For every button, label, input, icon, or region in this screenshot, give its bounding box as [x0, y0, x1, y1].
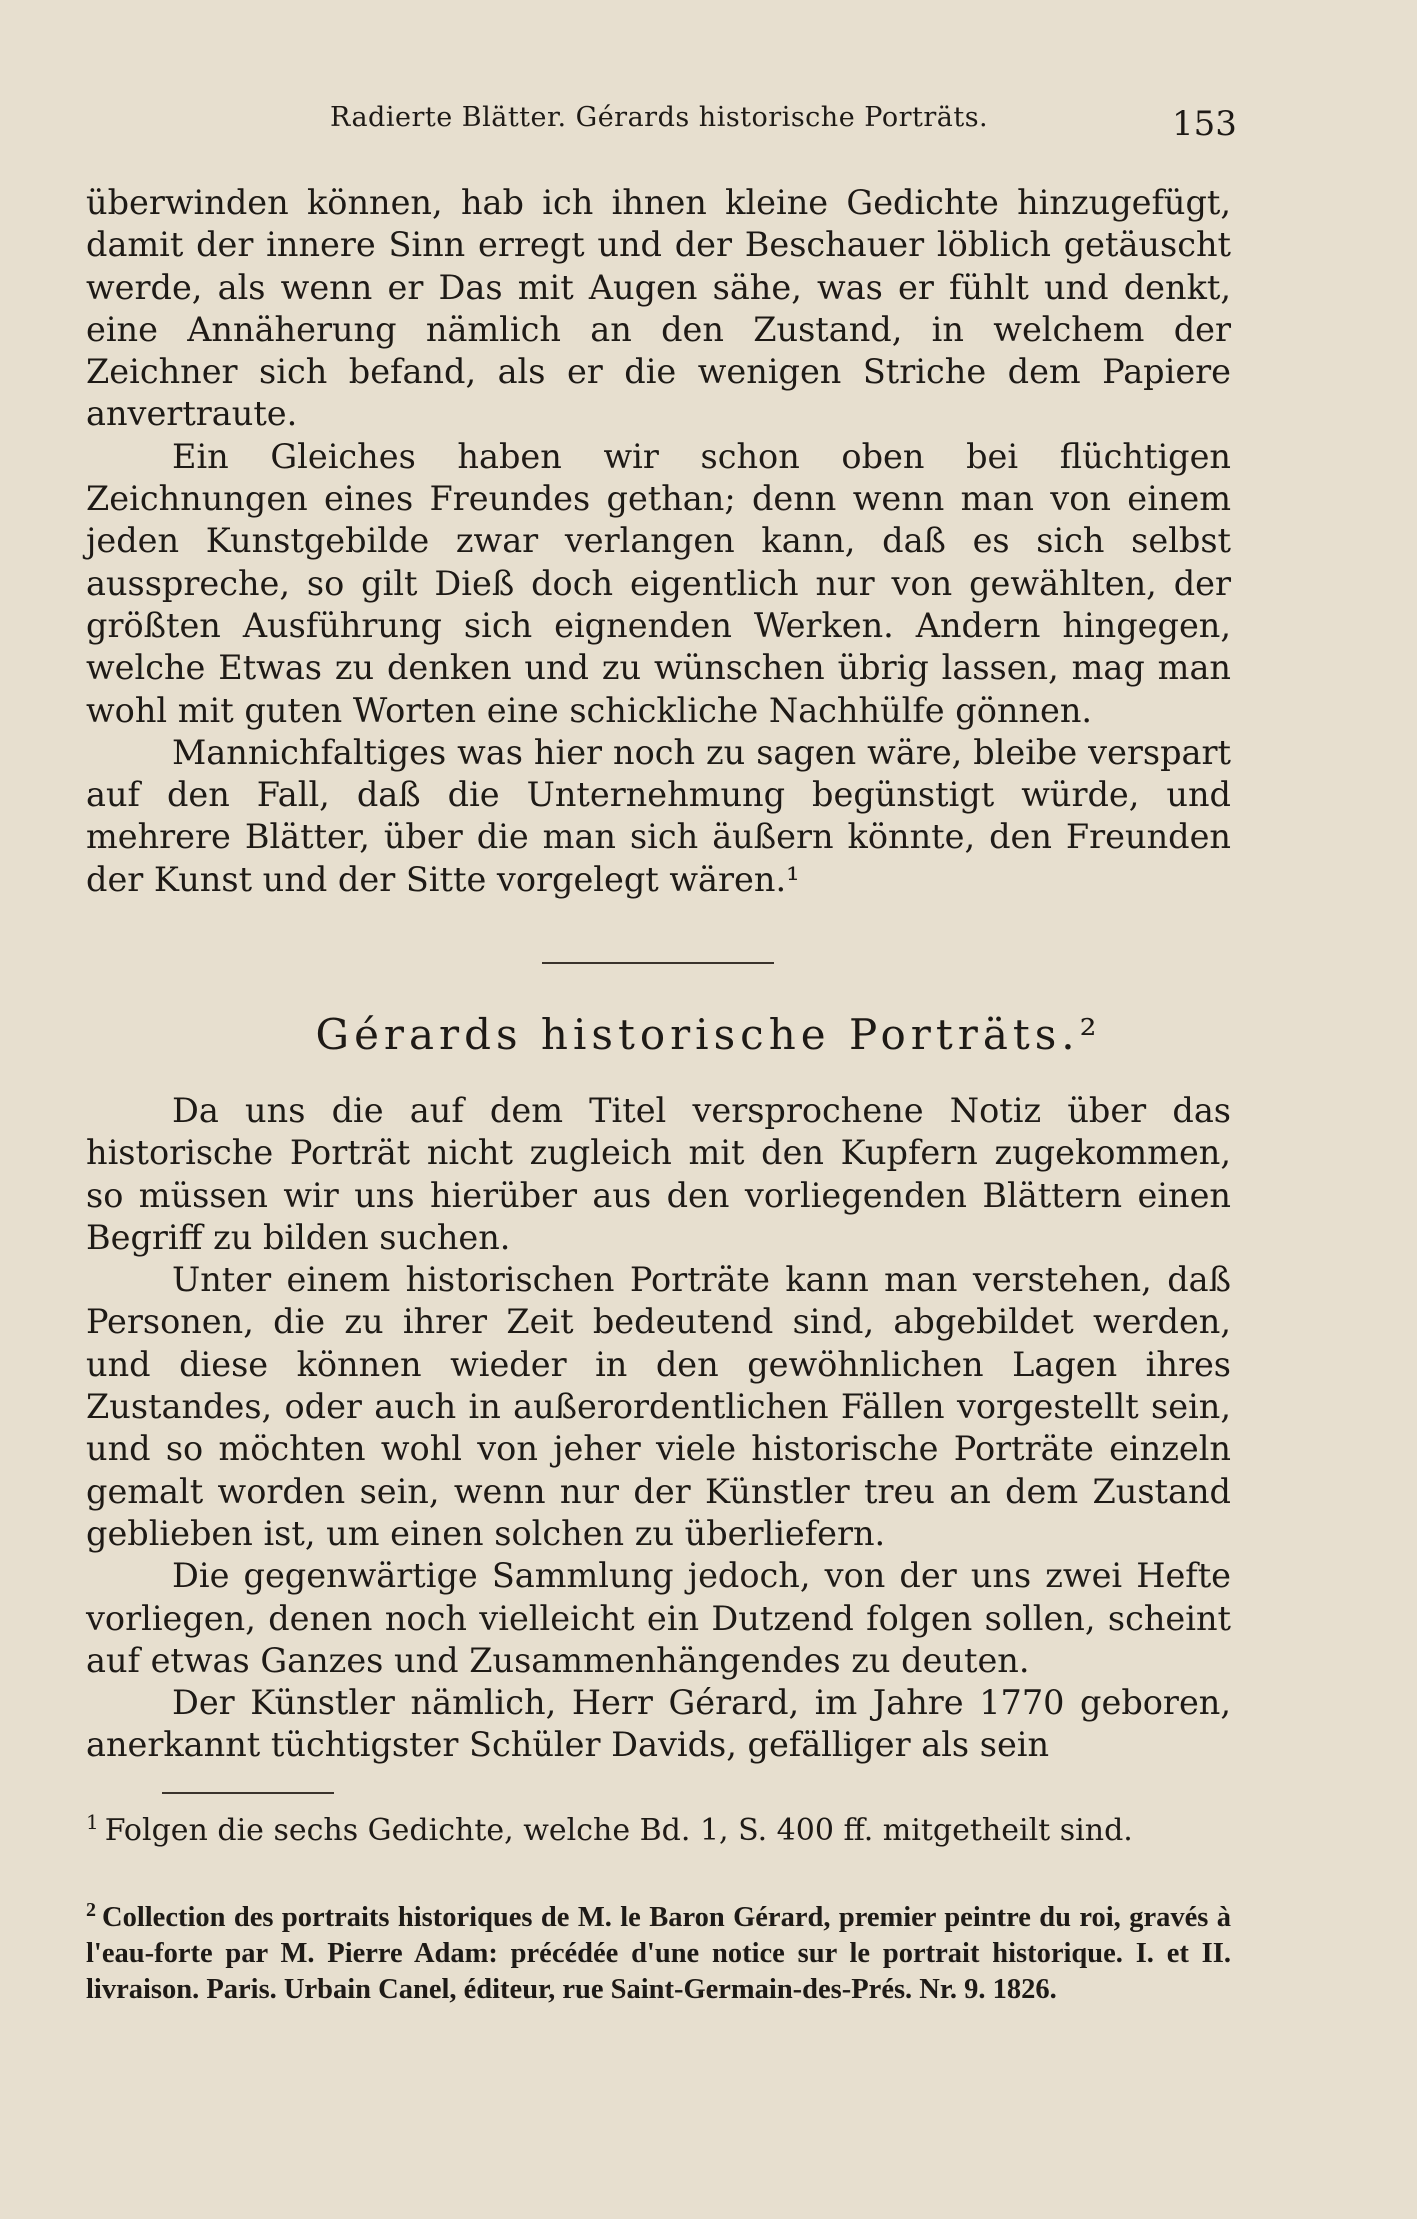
section-title: Gérards historische Porträts.² [315, 1010, 1102, 1059]
footnote-rule [162, 1792, 334, 1794]
footnote-text: Folgen die sechs Gedichte, welche Bd. 1, S. 400 ff. mitgetheilt sind. [104, 1813, 1133, 1848]
paragraph: Der Künstler nämlich, Herr Gérard, im Jahre 1770 geboren, anerkannt tüchtigster Schüler Davids, gefälliger als sein [86, 1683, 1231, 1765]
paragraph: überwinden können, hab ich ihnen kleine Gedichte hinzugefügt, damit der innere Sinn erregt und der Beschauer löblich getäuscht werde, als wenn er Das mit Augen sähe, was er fühlt und denkt, eine Annäherung nämlich an den Zustand, in welchem der Zeichner sich befand, als er die wenigen Striche dem Papiere anvertraute. [86, 183, 1231, 434]
footnote-text: Collection des portraits historiques de M. le Baron Gérard, premier peintre du roi, gravés à l'eau-forte par M. Pierre Adam: précédée d'une notice sur le portrait historique. I. et II. livraison. Paris. Urbain Canel, éditeur, rue Saint-Germain-des-Prés. Nr. 9. 1826. [86, 1902, 1231, 2005]
section-1-body [86, 182, 1231, 901]
paragraph: Die gegenwärtige Sammlung jedoch, von der uns zwei Hefte vorliegen, denen noch vielleicht ein Dutzend folgen sollen, scheint auf etwas Ganzes und Zusammenhängendes zu deuten. [86, 1556, 1231, 1680]
footnote-2 [86, 1900, 1231, 2008]
paragraph: Mannichfaltiges was hier noch zu sagen wäre, bleibe verspart auf den Fall, daß die Unternehmung begünstigt würde, und mehrere Blätter, über die man sich äußern könnte, den Freunden der Kunst und der Sitte vorgelegt wären.¹ [86, 732, 1231, 899]
footnote-mark: 1 [86, 1810, 99, 1834]
section-divider [542, 962, 774, 964]
paragraph: Ein Gleiches haben wir schon oben bei flüchtigen Zeichnungen eines Freundes gethan; denn wenn man von einem jeden Kunstgebilde zwar verlangen kann, daß es sich selbst ausspreche, so gilt Dieß doch eigentlich nur von gewählten, der größten Ausführung sich eignenden Werken. Andern hingegen, welche Etwas zu denken und zu wünschen übrig lassen, mag man wohl mit guten Worten eine schickliche Nachhülfe gönnen. [86, 436, 1231, 730]
footnote-1 [86, 1810, 1231, 1849]
footnote-mark: 2 [86, 1898, 96, 1921]
page-number: 153 [1172, 104, 1237, 144]
paragraph: Da uns die auf dem Titel versprochene Notiz über das historische Porträt nicht zugleich mit den Kupfern zugekommen, so müssen wir uns hierüber aus den vorliegenden Blättern einen Begriff zu bilden suchen. [86, 1091, 1231, 1257]
running-header: Radierte Blätter. Gérards historische Porträts. [330, 102, 989, 133]
section-2-body [86, 1090, 1231, 1767]
paragraph: Unter einem historischen Porträte kann man verstehen, daß Personen, die zu ihrer Zeit bedeutend sind, abgebildet werden, und diese können wieder in den gewöhnlichen Lagen ihres Zustandes, oder auch in außerordentlichen Fällen vorgestellt sein, und so möchten wohl von jeher viele historische Porträte einzeln gemalt worden sein, wenn nur der Künstler treu an dem Zustand geblieben ist, um einen solchen zu überliefern. [86, 1260, 1231, 1553]
